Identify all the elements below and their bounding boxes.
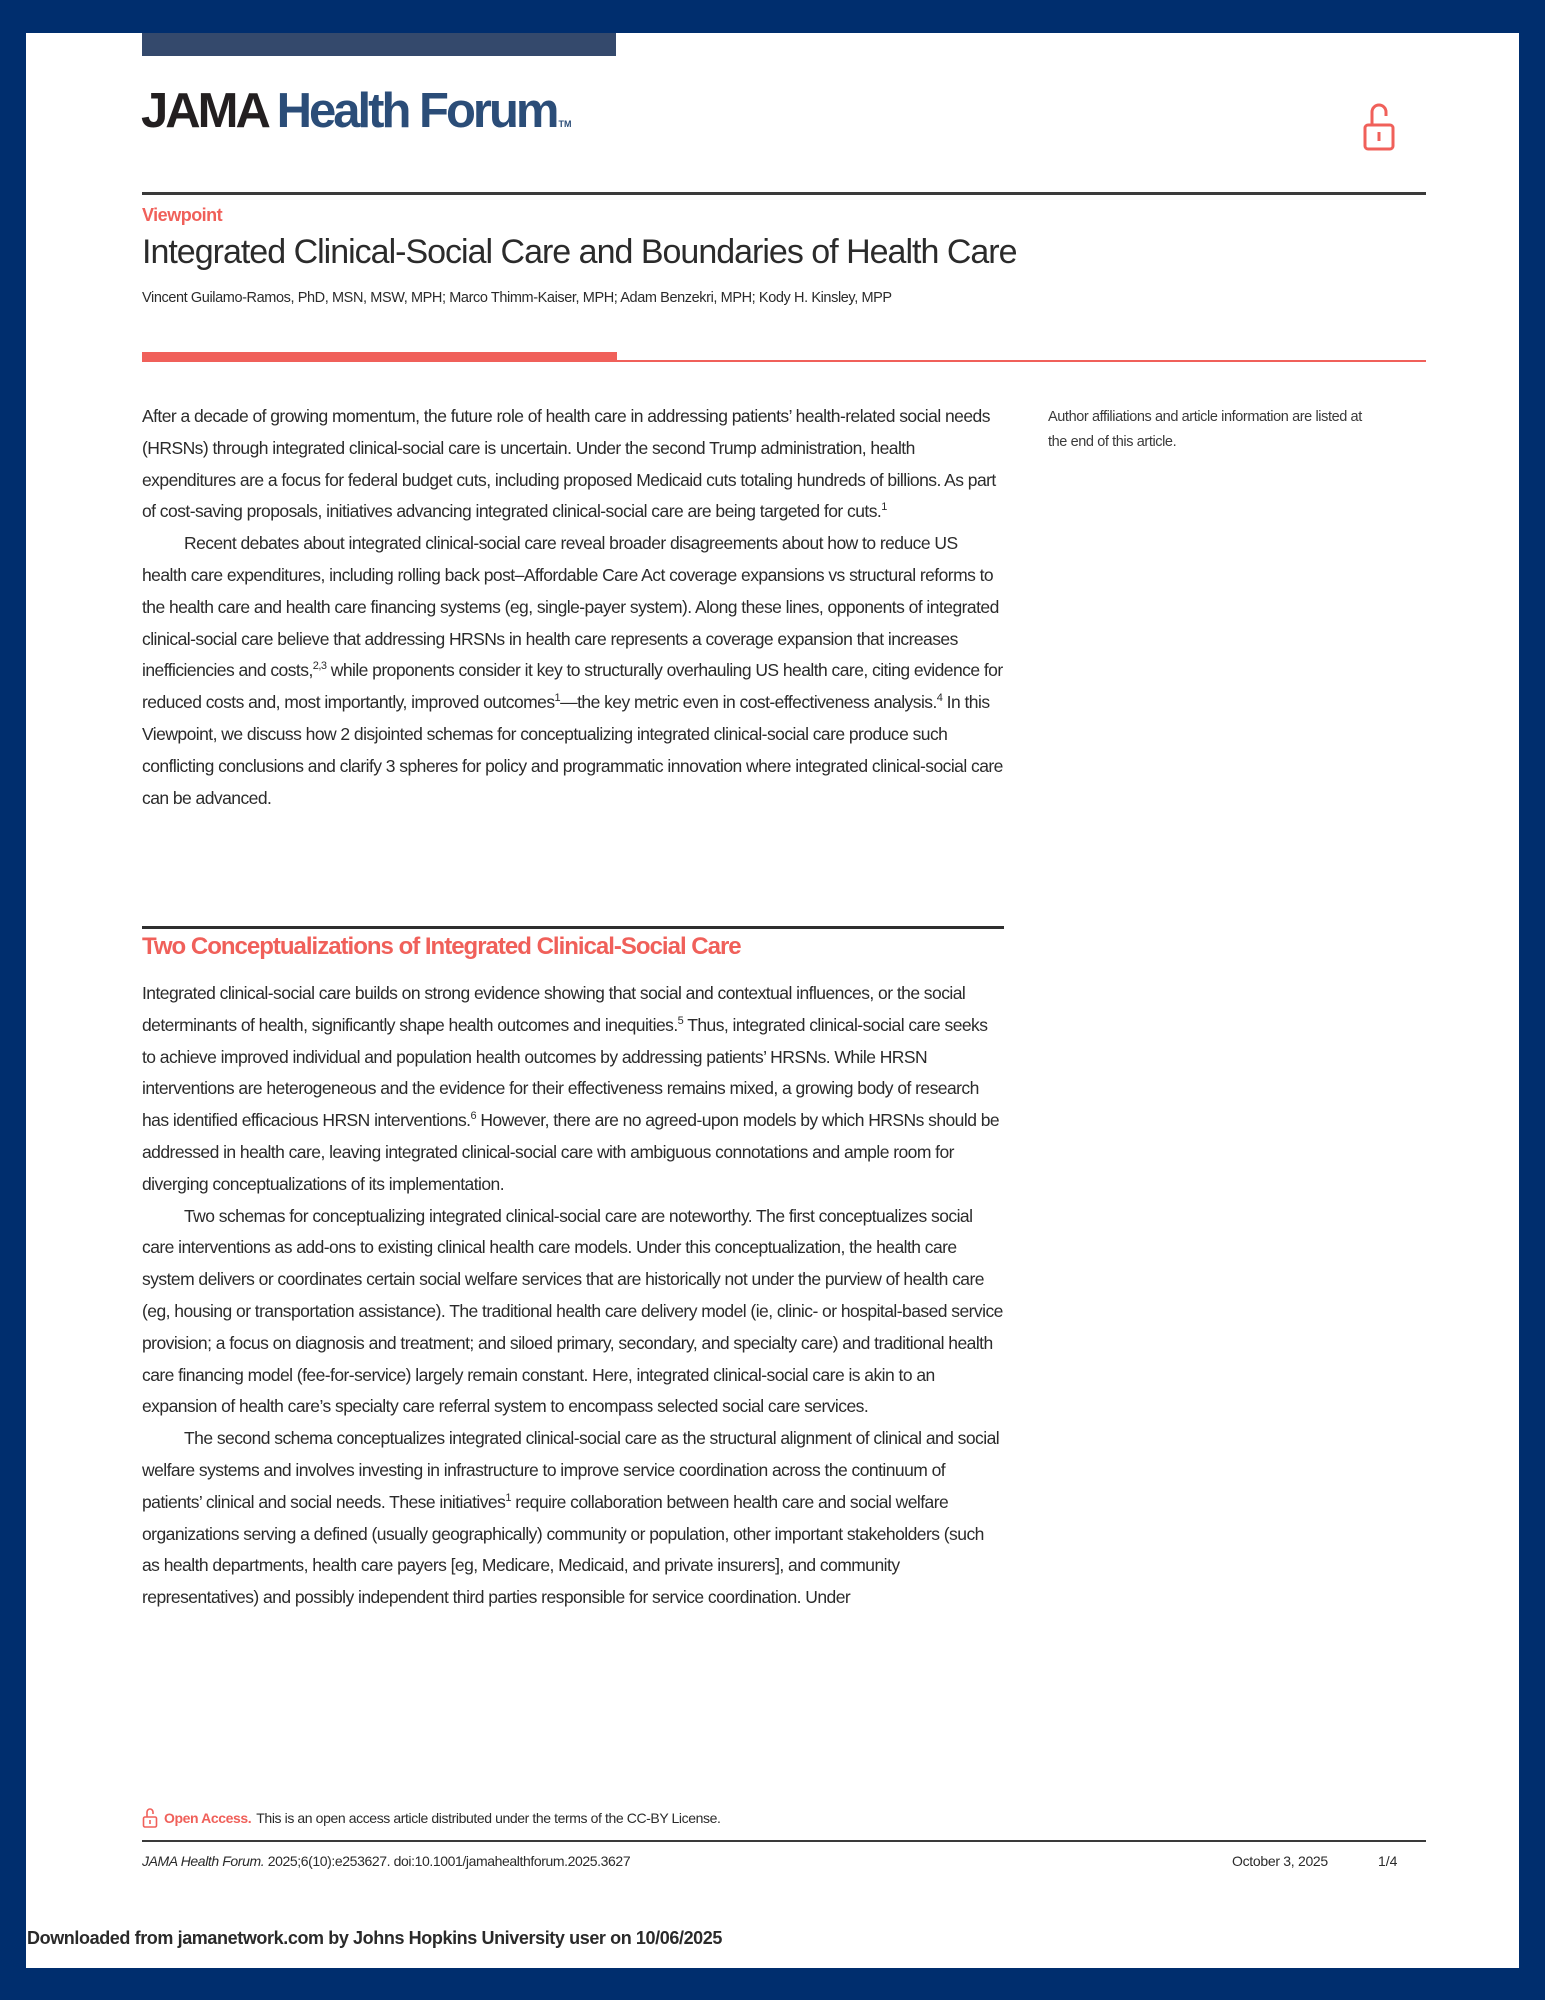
paragraph-text: After a decade of growing momentum, the future role of health care in addressing patients’ health-related social needs (HRSNs) through integrated clinical-social care is uncertain. Under the second Trump administration, health expenditures are a focus for federal budget cuts, including proposed Medicaid cuts totaling hundreds of billions. As part of cost-saving proposals, initiatives advancing integrated clinical-social care are being targeted for cuts. xyxy=(142,406,996,522)
reference-marker[interactable]: 5 xyxy=(677,1014,684,1027)
citation-details[interactable]: 2025;6(10):e253627. doi:10.1001/jamahealthforum.2025.3627 xyxy=(264,1853,631,1869)
intro-paragraph-1 xyxy=(142,401,1004,528)
title-divider-thin xyxy=(617,360,1426,362)
reference-marker[interactable]: 1 xyxy=(881,501,887,514)
header-divider xyxy=(142,192,1426,195)
footer-divider xyxy=(142,1840,1426,1842)
open-access-text[interactable]: This is an open access article distributed under the terms of the CC-BY License. xyxy=(256,1810,721,1826)
intro-body xyxy=(142,401,1004,814)
logo-trademark: TM xyxy=(558,119,572,129)
citation-journal: JAMA Health Forum. xyxy=(142,1853,265,1869)
open-access-lock-icon xyxy=(142,1807,158,1829)
publication-date: October 3, 2025 xyxy=(1232,1853,1328,1869)
paragraph-text: Recent debates about integrated clinical-social care reveal broader disagreements about how to reduce US health care expenditures, including rolling back post–Affordable Care Act coverage expansions vs structural reforms to the health care and health care financing systems (eg, single-payer system). Along these lines, opponents of integrated clinical-social care believe that addressing HRSNs in health care represents a coverage expansion that increases inefficiencies and costs, xyxy=(142,533,999,681)
section-divider xyxy=(142,926,1004,929)
intro-paragraph-2 xyxy=(142,528,1004,814)
paragraph-text: require collaboration between health care and social welfare organizations serving a defined (usually geographically) community or population, other important stakeholders (such as health departments, health care payers [eg, Medicare, Medicaid, and private insurers], and community representatives) and possibly independent third parties responsible for service coordination. Under xyxy=(142,1491,984,1608)
paragraph-text: while proponents consider it key to structurally overhauling US health care, citing evidence for reduced costs and, most importantly, improved outcomes xyxy=(142,660,1003,713)
article-type: Viewpoint xyxy=(142,205,223,225)
paragraph-text: The second schema conceptualizes integrated clinical-social care as the structural alignment of clinical and social welfare systems and involves investing in infrastructure to improve service coordination across the continuum of patients’ clinical and social needs. These initiatives xyxy=(142,1428,1000,1512)
paragraph-text: In this Viewpoint, we discuss how 2 disjointed schemas for conceptualizing integrated clinical-social care produce such conflicting conclusions and clarify 3 spheres for policy and programmatic innovation where integrated clinical-social care can be advanced. xyxy=(142,692,1003,808)
article-page xyxy=(26,33,1519,1968)
download-watermark: Downloaded from jamanetwork.com by Johns Hopkins University user on 10/06/2025 xyxy=(27,1928,723,1948)
section-body xyxy=(142,978,1004,1614)
reference-marker[interactable]: 6 xyxy=(470,1110,477,1123)
author-info-note: Author affiliations and article information are listed at the end of this article. xyxy=(1048,409,1362,450)
paragraph-text: However, there are no agreed-upon models by which HRSNs should be addressed in health care, leaving integrated clinical-social care with ambiguous connotations and ample room for diverging conceptualizations of its implementation. xyxy=(142,1110,1000,1194)
reference-marker[interactable]: 2,3 xyxy=(312,660,327,673)
open-access-label: Open Access. xyxy=(164,1810,252,1826)
title-divider-thick xyxy=(142,352,617,362)
paragraph-text: —the key metric even in cost-effectiveness analysis. xyxy=(560,692,937,713)
paragraph-text: Integrated clinical-social care builds on strong evidence showing that social and contextual influences, or the social determinants of health, significantly shape health outcomes and inequities. xyxy=(142,983,966,1035)
logo-jama: JAMA xyxy=(141,84,267,138)
page-number: 1/4 xyxy=(1378,1853,1398,1869)
logo-health-forum: Health Forum xyxy=(276,84,557,138)
open-access-notice xyxy=(142,1807,721,1829)
paragraph-text: Thus, integrated clinical-social care seeks to achieve improved individual and population health outcomes by addressing patients’ HRSNs. While HRSN interventions are heterogeneous and the evidence for their effectiveness remains mixed, a growing body of research has identified efficacious HRSN interventions. xyxy=(142,1014,988,1131)
header-color-bar xyxy=(142,33,616,56)
journal-logo[interactable] xyxy=(141,84,572,138)
article-title: Integrated Clinical-Social Care and Boundaries of Health Care xyxy=(142,233,1017,271)
citation xyxy=(142,1853,630,1869)
section-paragraph-1 xyxy=(142,978,1004,1201)
author-list: Vincent Guilamo-Ramos, PhD, MSN, MSW, MPH; Marco Thimm-Kaiser, MPH; Adam Benzekri, MPH; Kody H. Kinsley, MPP xyxy=(142,290,892,306)
reference-marker[interactable]: 4 xyxy=(936,692,943,705)
reference-marker[interactable]: 1 xyxy=(505,1491,511,1504)
section-paragraph-3 xyxy=(142,1423,1004,1614)
section-heading: Two Conceptualizations of Integrated Clinical-Social Care xyxy=(142,933,741,960)
open-lock-icon xyxy=(1362,99,1396,153)
reference-marker[interactable]: 1 xyxy=(554,692,561,705)
section-paragraph-2: Two schemas for conceptualizing integrated clinical-social care are noteworthy. The first conceptualizes social care interventions as add-ons to existing clinical health care models. Under this conceptualization, the health care system delivers or coordinates certain social welfare services that are historically not under the purview of health care (eg, housing or transportation assistance). The traditional health care delivery model (ie, clinic- or hospital-based service provision; a focus on diagnosis and treatment; and siloed primary, secondary, and specialty care) and traditional health care financing model (fee-for-service) largely remain constant. Here, integrated clinical-social care is akin to an expansion of health care’s specialty care referral system to encompass selected social care services. xyxy=(142,1205,1003,1417)
